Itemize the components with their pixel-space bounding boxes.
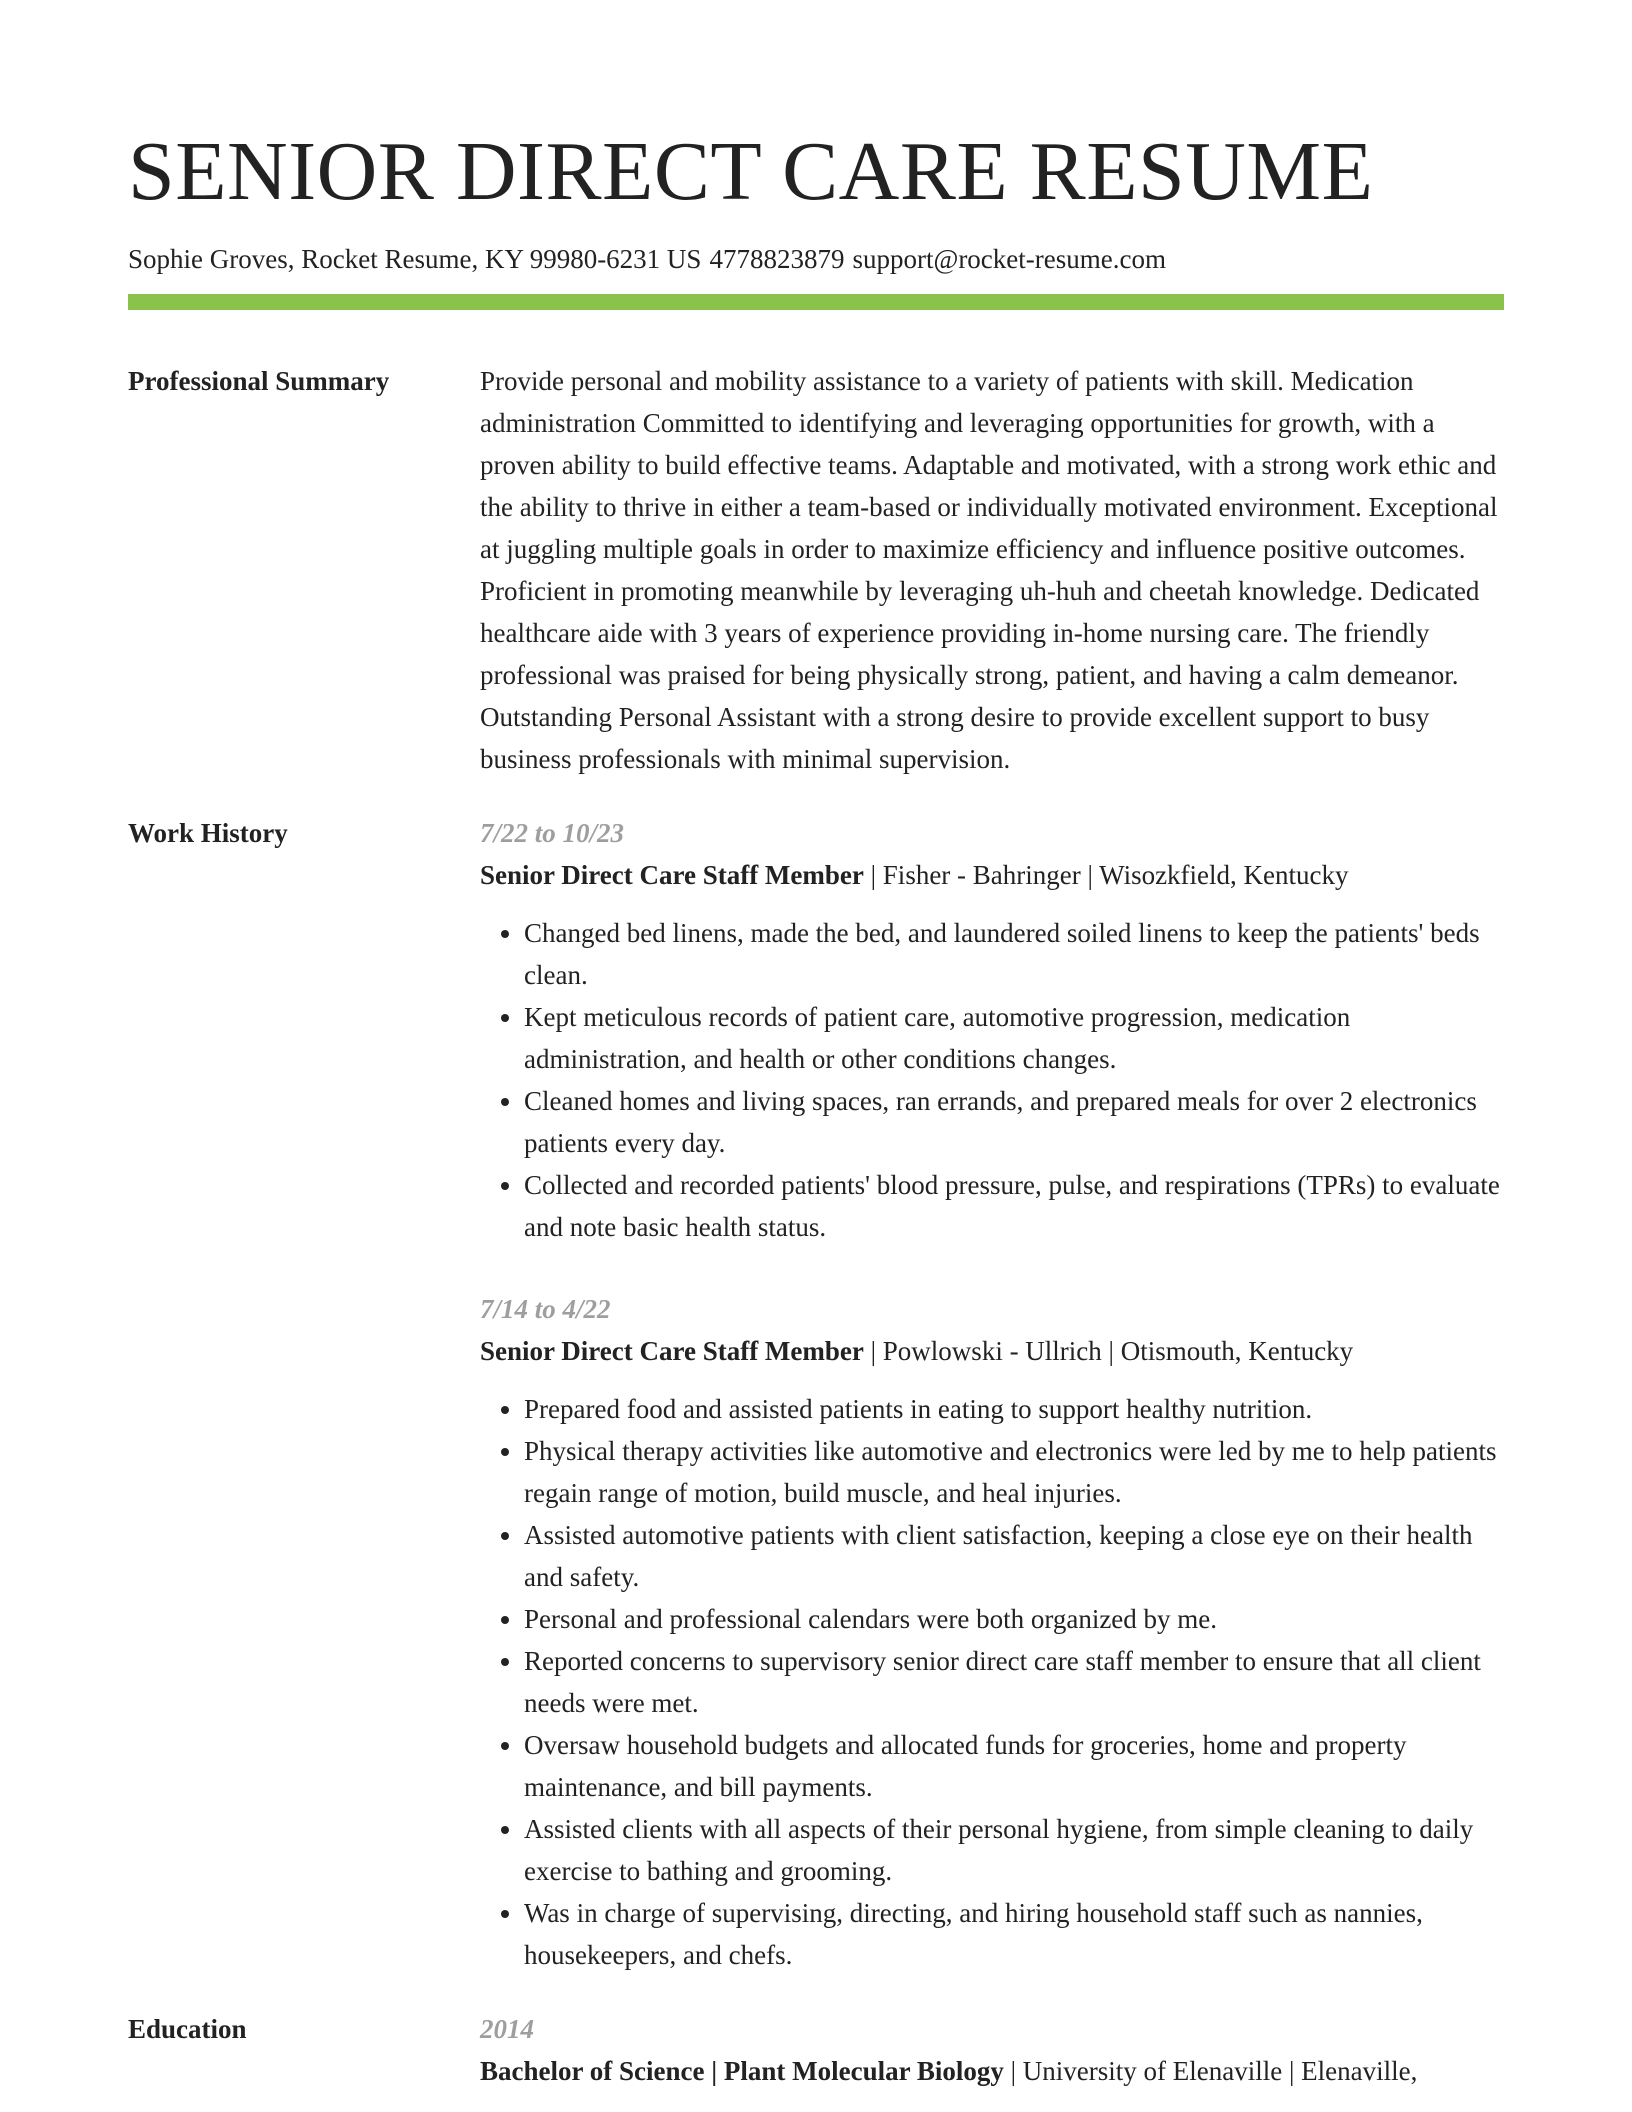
- job-title: Senior Direct Care Staff Member: [480, 1336, 864, 1366]
- job-bullet: • Collected and recorded patients' blood pressure, pulse, and respirations (TPRs) to evaluate and note basic health status.: [524, 1164, 1504, 1248]
- job-details: | Fisher - Bahringer | Wisozkfield, Kentucky: [863, 860, 1349, 890]
- job-bullet: • Oversaw household budgets and allocated funds for groceries, home and property maintenance, and bill payments.: [524, 1724, 1504, 1808]
- job-bullets: [480, 912, 1504, 1248]
- job-bullet: • Prepared food and assisted patients in eating to support healthy nutrition.: [524, 1388, 1504, 1430]
- job-dates: 7/22 to 10/23: [480, 818, 625, 848]
- job-entry: [480, 1288, 1504, 1976]
- education-body: [480, 2008, 1504, 2092]
- summary-body: [480, 360, 1504, 780]
- job-bullet: • Assisted automotive patients with client satisfaction, keeping a close eye on their health and safety.: [524, 1514, 1504, 1598]
- job-details: | Powlowski - Ullrich | Otismouth, Kentucky: [863, 1336, 1354, 1366]
- resume-page: [128, 0, 1504, 2092]
- contact-phone: 4778823879: [709, 244, 845, 274]
- education-details: | University of Elenaville | Elenaville,: [1003, 2056, 1418, 2086]
- job-dates: 7/14 to 4/22: [480, 1294, 611, 1324]
- section-label-summary: Professional Summary: [128, 366, 390, 396]
- job-entry: [480, 812, 1504, 1248]
- job-bullet: • Cleaned homes and living spaces, ran errands, and prepared meals for over 2 electronics patients every day.: [524, 1080, 1504, 1164]
- job-heading: [480, 854, 1504, 896]
- work-history-section: [128, 812, 1504, 1976]
- job-heading: [480, 1330, 1504, 1372]
- job-bullet: • Changed bed linens, made the bed, and laundered soiled linens to keep the patients' beds clean.: [524, 912, 1504, 996]
- job-bullets: [480, 1388, 1504, 1976]
- job-bullet: • Personal and professional calendars were both organized by me.: [524, 1598, 1504, 1640]
- summary-text: Provide personal and mobility assistance to a variety of patients with skill. Medication administration Committed to identifying and leveraging opportunities for growth, with a proven ability to build effective teams. Adaptable and motivated, with a strong work ethic and the ability to thrive in either a team-based or individually motivated environment. Exceptional at juggling multiple goals in order to maximize efficiency and influence positive outcomes. Proficient in promoting meanwhile by leveraging uh-huh and cheetah knowledge. Dedicated healthcare aide with 3 years of experience providing in-home nursing care. The friendly professional was praised for being physically strong, patient, and having a calm demeanor. Outstanding Personal Assistant with a strong desire to provide excellent support to busy business professionals with minimal supervision.: [480, 366, 1498, 774]
- education-section: [128, 2008, 1504, 2092]
- job-bullet: • Assisted clients with all aspects of their personal hygiene, from simple cleaning to daily exercise to bathing and grooming.: [524, 1808, 1504, 1892]
- education-year: 2014: [480, 2014, 534, 2044]
- education-degree: Bachelor of Science | Plant Molecular Biology: [480, 2056, 1004, 2086]
- resume-title: SENIOR DIRECT CARE RESUME: [128, 125, 1374, 218]
- job-bullet: • Reported concerns to supervisory senior direct care staff member to ensure that all client needs were met.: [524, 1640, 1504, 1724]
- job-bullet: • Physical therapy activities like automotive and electronics were led by me to help patients regain range of motion, build muscle, and heal injuries.: [524, 1430, 1504, 1514]
- contact-email: support@rocket-resume.com: [852, 244, 1166, 274]
- work-history-body: [480, 812, 1504, 1976]
- section-label-work-history: Work History: [128, 818, 288, 848]
- contact-name-address: Sophie Groves, Rocket Resume, KY 99980-6231 US: [128, 244, 702, 274]
- education-heading: [480, 2050, 1504, 2092]
- contact-line: [128, 240, 1504, 278]
- section-label-education: Education: [128, 2014, 247, 2044]
- header-accent-divider: [128, 294, 1504, 310]
- job-bullet: • Was in charge of supervising, directing, and hiring household staff such as nannies, housekeepers, and chefs.: [524, 1892, 1504, 1976]
- job-title: Senior Direct Care Staff Member: [480, 860, 864, 890]
- job-bullet: • Kept meticulous records of patient care, automotive progression, medication administration, and health or other conditions changes.: [524, 996, 1504, 1080]
- professional-summary-section: [128, 360, 1504, 780]
